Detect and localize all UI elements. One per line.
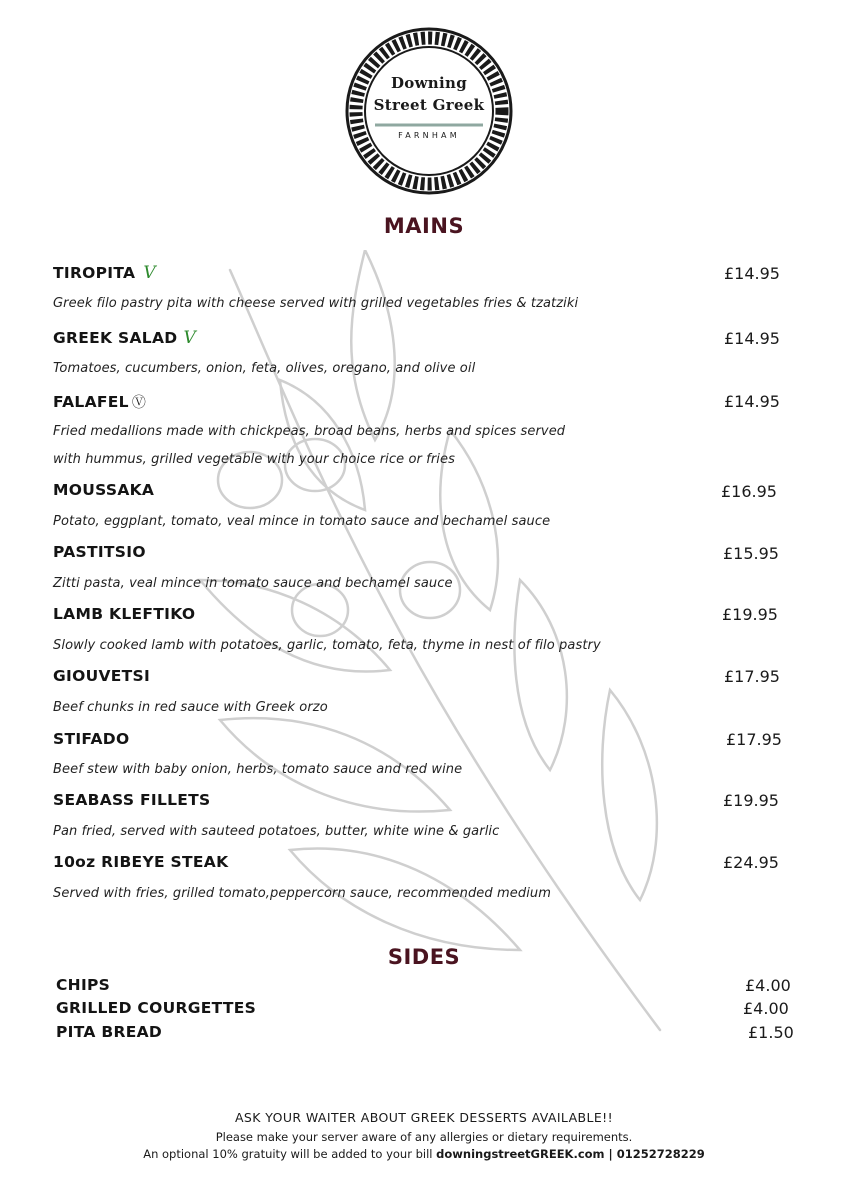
menu-item-name: PASTITSIO [53, 543, 146, 561]
circled-v-icon: Ⓥ [131, 395, 147, 411]
menu-item-price: £14.95 [724, 329, 780, 348]
menu-item-description: Pan fried, served with sauteed potatoes, butter, white wine & garlic [53, 824, 500, 839]
menu-item-price: £19.95 [722, 605, 778, 624]
menu-item-price: £17.95 [726, 730, 782, 749]
menu-item-description: Greek filo pastry pita with cheese served with grilled vegetables fries & tzatziki [53, 296, 579, 311]
menu-item-description: Slowly cooked lamb with potatoes, garlic, tomato, feta, thyme in nest of filo pastry [53, 638, 601, 653]
menu-item-name: FALAFEL Ⓥ [53, 393, 147, 411]
menu-item-name: SEABASS FILLETS [53, 791, 211, 809]
menu-item-description: Beef chunks in red sauce with Greek orzo [53, 700, 328, 715]
menu-item-price: £24.95 [723, 853, 779, 872]
menu-item-price: £15.95 [723, 544, 779, 563]
side-item-name: CHIPS [56, 976, 111, 994]
menu-item-description: Beef stew with baby onion, herbs, tomato sauce and red wine [53, 762, 463, 777]
side-item-name: PITA BREAD [56, 1023, 163, 1041]
gratuity-notice [0, 1147, 848, 1161]
gratuity-text: An optional 10% gratuity will be added to your bill [143, 1147, 433, 1161]
contact-info: downingstreetGREEK.com | 01252728229 [436, 1147, 705, 1161]
menu-item-name: 10oz RIBEYE STEAK [53, 853, 229, 871]
side-item-name: GRILLED COURGETTES [56, 999, 257, 1017]
menu-item-name: STIFADO [53, 730, 130, 748]
menu-item-description: Served with fries, grilled tomato,peppercorn sauce, recommended medium [53, 886, 552, 901]
menu-item-price: £14.95 [724, 264, 780, 283]
logo-name-line-1: Downing [390, 74, 468, 92]
sides-title: SIDES [387, 945, 461, 969]
mains-title: MAINS [383, 214, 465, 238]
menu-item-price: £14.95 [724, 392, 780, 411]
menu-item-description: Potato, eggplant, tomato, veal mince in tomato sauce and bechamel sauce [53, 514, 551, 529]
menu-item-name: MOUSSAKA [53, 481, 155, 499]
side-item-price: £4.00 [743, 999, 789, 1018]
menu-item-name: LAMB KLEFTIKO [53, 605, 196, 623]
leaf-v-icon: V [143, 263, 156, 283]
side-item-price: £1.50 [748, 1023, 794, 1042]
logo-name-line-2: Street Greek [373, 96, 485, 114]
menu-item-description: Fried medallions made with chickpeas, broad beans, herbs and spices served [53, 424, 566, 439]
menu-item-name: GIOUVETSI [53, 667, 151, 685]
menu-item-description: with hummus, grilled vegetable with your choice rice or fries [53, 452, 455, 467]
menu-item-price: £17.95 [724, 667, 780, 686]
logo-location: FARNHAM [398, 131, 460, 140]
allergy-notice: Please make your server aware of any allergies or dietary requirements. [215, 1130, 633, 1144]
menu-item-price: £16.95 [721, 482, 777, 501]
menu-item-name: TIROPITA V [53, 263, 156, 283]
menu-item-price: £19.95 [723, 791, 779, 810]
leaf-v-icon: V [183, 328, 197, 348]
menu-item-description: Tomatoes, cucumbers, onion, feta, olives, oregano, and olive oil [53, 361, 476, 376]
side-item-price: £4.00 [745, 976, 791, 995]
desserts-notice: ASK YOUR WAITER ABOUT GREEK DESSERTS AVAILABLE!! [234, 1110, 613, 1125]
menu-item-name: GREEK SALAD V [53, 328, 197, 348]
menu-item-description: Zitti pasta, veal mince in tomato sauce and bechamel sauce [53, 576, 453, 591]
